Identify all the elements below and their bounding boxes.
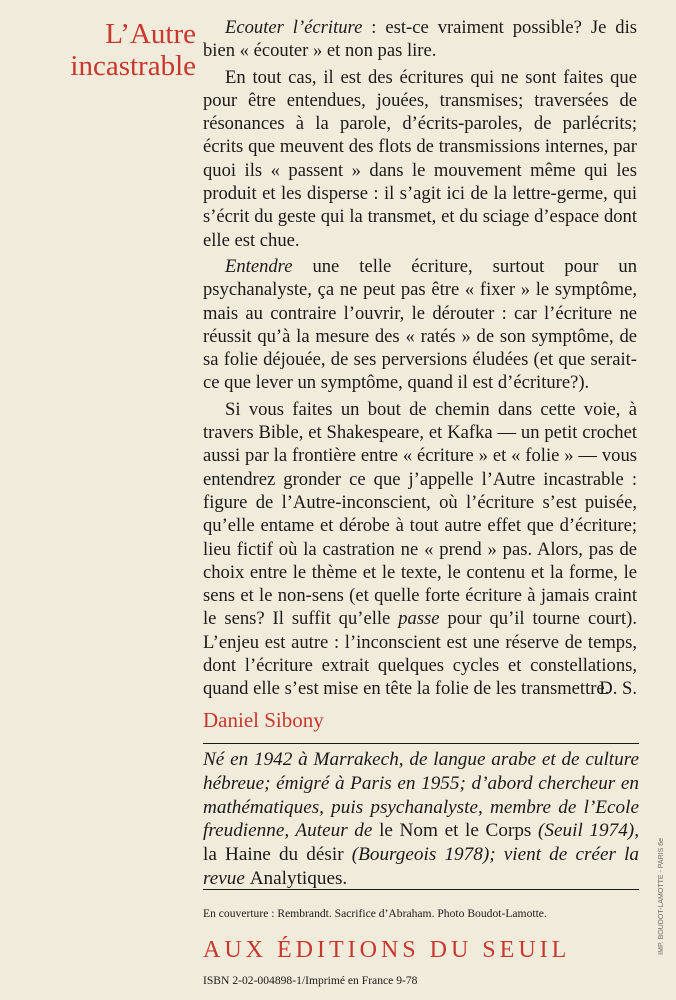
bio-book-1: le Nom et le Corps <box>379 820 532 842</box>
cover-credit: En couverture : Rembrandt. Sacrifice d’Abraham. Photo Boudot-Lamotte. <box>203 907 547 920</box>
author-bio <box>203 748 639 891</box>
bio-book-2: la Haine du désir <box>203 844 344 866</box>
paragraph-4-text-b: pour qu’il tourne court). L’enjeu est autre : l’inconscient est une réserve de temps, dont l’écriture extrait quelques cycles et constellations, quand elle s’est mise en tête la folie de les transmettre. <box>203 608 637 700</box>
paragraph-1-text: : est-ce vraiment possible? Je dis bien « écouter » et non pas lire. <box>203 17 637 62</box>
bio-review: Analytiques. <box>249 867 348 889</box>
paragraph-3-emphasis: Entendre <box>225 255 293 277</box>
paragraph-3-text: une telle écriture, surtout pour un psychanalyste, ça ne peut pas être « fixer » le symptôme, mais au contraire l’ouvrir, le dérouter : car l’écriture ne réussit qu’à la mesure des « ratés » de son symptôme, de sa folie déjouée, de ses perversions éludées (et que serait-ce que lever un symptôme, quand il est d’écriture?). <box>203 255 637 394</box>
divider-bottom <box>203 889 639 890</box>
bio-text-e: (Bourgeois 1978); vient de créer la revue <box>203 844 639 889</box>
paragraph-4-text-a: Si vous faites un bout de chemin dans cette voie, à travers Bible, et Shakespeare, et Kafka — un petit crochet aussi par la frontière entre « écriture » et « folie » — vous entendrez gronder ce que j’appelle l’Autre incastrable : figure de l’Autre-inconscient, où l’écriture s’est puisée, qu’elle entame et dérobe à tout autre effet que d’écriture; lieu fictif où la castration ne « prend » pas. Alors, pas de choix entre le thème et le texte, le contenu et la forme, le sens et le non-sens (et quelle forte écriture à jamais craint le sens? Il suffit qu’elle <box>203 398 637 630</box>
title-line-1: L’Autre <box>105 18 196 50</box>
isbn-line: ISBN 2-02-004898-1/Imprimé en France 9-78 <box>203 974 418 987</box>
paragraph-1-emphasis: Ecouter l’écriture <box>225 17 363 38</box>
paragraph-4 <box>203 398 637 701</box>
book-title <box>30 18 196 82</box>
printer-code: IMP. BOUDOT-LAMOTTE - PARIS 6e <box>658 838 665 955</box>
signature: D. S. <box>599 678 637 700</box>
title-line-2: incastrable <box>70 50 196 82</box>
bio-text-a: Né en 1942 à Marrakech, de langue arabe et de culture hébreue; émigré à Paris en 1955; d’abord chercheur en mathématiques, puis psychanalyste, membre de l’Ecole freudienne, Auteur de <box>203 749 639 842</box>
author-name: Daniel Sibony <box>203 708 324 732</box>
paragraph-1 <box>203 16 637 63</box>
paragraph-2: En tout cas, il est des écritures qui ne sont faites que pour être entendues, jouées, transmises; traversées de résonances à la parole, d’écrits-paroles, de parlécrits; écrits que meuvent des flots de transmissions internes, par quoi ils « passent » dans le mouvement même qui les produit et les disperse : il s’agit ici de la lettre-germe, qui s’écrit du geste qui la transmet, et du sciage d’espace dont elle est chue. <box>203 66 637 251</box>
publisher-name: AUX ÉDITIONS DU SEUIL <box>203 937 571 963</box>
bio-text-c: (Seuil 1974), <box>531 820 639 842</box>
paragraph-4-emphasis: passe <box>398 608 440 630</box>
divider-top <box>203 743 639 744</box>
paragraph-3 <box>203 255 637 395</box>
blurb-text <box>203 16 637 701</box>
